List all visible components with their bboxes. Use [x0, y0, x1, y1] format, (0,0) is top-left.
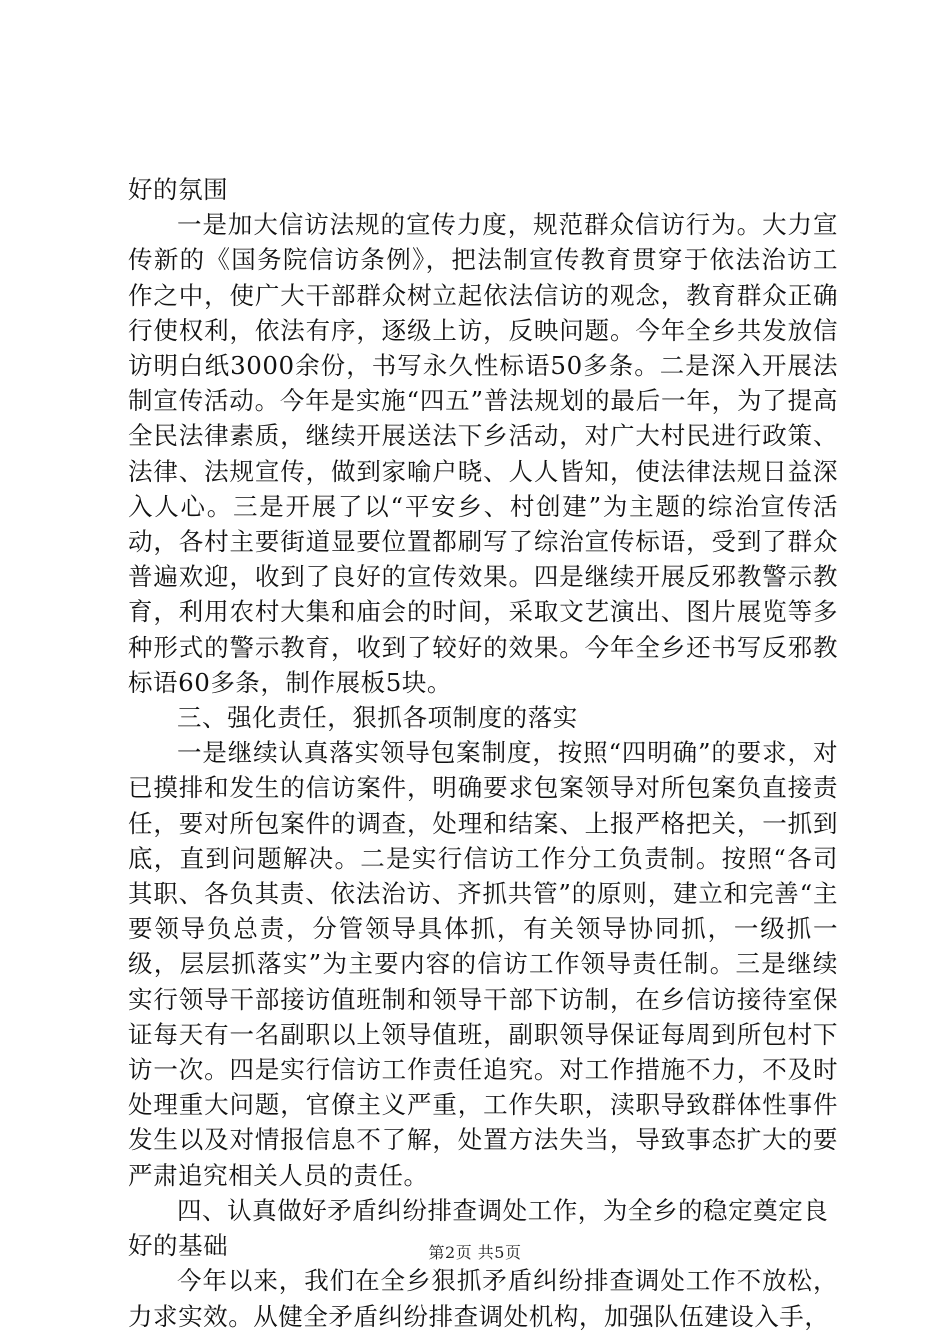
document-body [128, 172, 838, 1334]
section-heading-responsibility: 三、强化责任，狠抓各项制度的落实 [177, 703, 578, 733]
section-heading-dispute: 四、认真做好矛盾纠纷排查调处工作，为全乡的稳定奠定良好的基础 [128, 1195, 829, 1261]
page-number-footer: 第2页 共5页 [428, 1243, 522, 1262]
paragraph-continuation: 好的氛围 [128, 175, 229, 204]
paragraph-responsibility: 一是继续认真落实领导包案制度，按照“四明确”的要求，对已摸排和发生的信访案件，明确要求包案领导对所包案负直接责任，要对所包案件的调查，处理和结案、上报严格把关，一抓到底，直到问题解决。二是实行信访工作分工负责制。按照“各司其职、各负其责、依法治访、齐抓共管”的原则，建立和完善“主要领导负总责，分管领导具体抓，有关领导协同抓，一级抓一级，层层抓落实”为主要内容的信访工作领导责任制。三是继续实行领导干部接访值班制和领导干部下访制，在乡信访接待室保证每天有一名副职以上领导值班，副职领导保证每周到所包村下访一次。四是实行信访工作责任追究。对工作措施不力，不及时处理重大问题，官僚主义严重，工作失职，渎职导致群体性事件发生以及对情报信息不了解，处置方法失当，导致事态扩大的要严肃追究相关人员的责任。 [128, 738, 838, 1190]
paragraph-dispute: 今年以来，我们在全乡狠抓矛盾纠纷排查调处工作不放松，力求实效。从健全矛盾纠纷排查调处机构，加强队伍建设入手， [128, 1266, 838, 1331]
paragraph-publicity: 一是加大信访法规的宣传力度，规范群众信访行为。大力宣传新的《国务院信访条例》，把法制宣传教育贯穿于依法治访工作之中，使广大干部群众树立起依法信访的观念，教育群众正确行使权利，依法有序，逐级上访，反映问题。今年全乡共发放信访明白纸3000余份，书写永久性标语50多条。二是深入开展法制宣传活动。今年是实施“四五”普法规划的最后一年，为了提高全民法律素质，继续开展送法下乡活动，对广大村民进行政策、法律、法规宣传，做到家喻户晓、人人皆知，使法律法规日益深入人心。三是开展了以“平安乡、村创建”为主题的综治宣传活动，各村主要街道显要位置都刷写了综治宣传标语，受到了群众普遍欢迎，收到了良好的宣传效果。四是继续开展反邪教警示教育，利用农村大集和庙会的时间，采取文艺演出、图片展览等多种形式的警示教育，收到了较好的效果。今年全乡还书写反邪教标语60多条，制作展板5块。 [128, 210, 838, 697]
